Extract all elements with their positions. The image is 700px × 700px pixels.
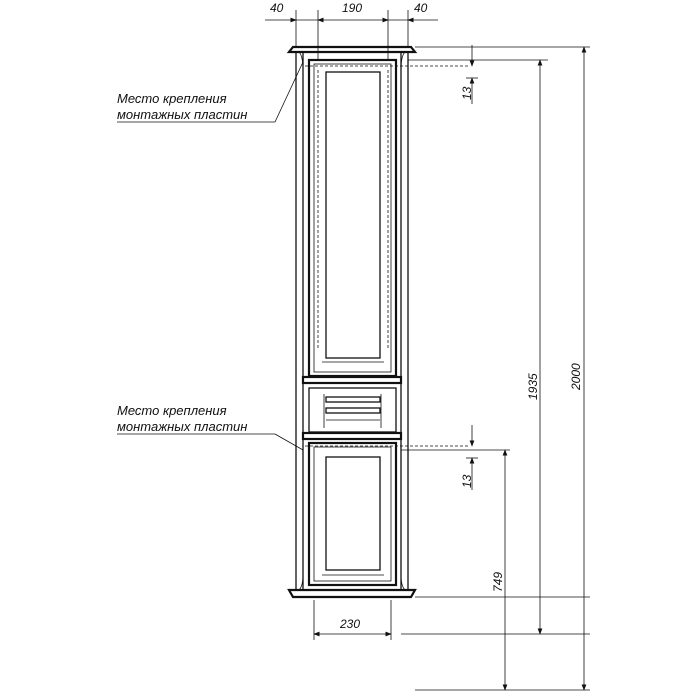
bottom-base [289,590,415,597]
upper-door-frame [309,60,396,376]
mount-label-upper [117,62,303,122]
mount-lower-line2: монтажных пластин [117,419,248,434]
dim-top-center: 190 [342,1,363,15]
middle-shelf [303,377,401,383]
dim-top-right: 40 [414,1,428,15]
top-crown [289,47,415,52]
mount-lower-line1: Место крепления [117,403,227,418]
mount-label-lower [117,403,303,450]
mount-upper-line2: монтажных пластин [117,107,248,122]
dim-upper-gap: 13 [460,86,474,100]
cabinet-body [289,47,415,597]
drawer [309,388,396,432]
lower-shelf [303,433,401,439]
dim-bottom-width: 230 [340,617,361,631]
drawer-handle-bottom [326,408,380,413]
dim-top-left: 40 [270,1,284,15]
dim-height-2000: 2000 [569,363,583,390]
dim-lower-gap: 13 [460,474,474,488]
drawer-handle-top [326,397,380,402]
mount-upper-line1: Место крепления [117,91,227,106]
right-dimensions [401,45,590,690]
lower-door-frame [309,443,396,585]
lower-door-panel [326,457,380,570]
dim-height-1935: 1935 [526,373,540,400]
upper-door-panel [326,72,380,358]
dim-height-749: 749 [491,571,505,592]
bottom-dimension [314,600,391,640]
hidden-lines [305,66,470,446]
